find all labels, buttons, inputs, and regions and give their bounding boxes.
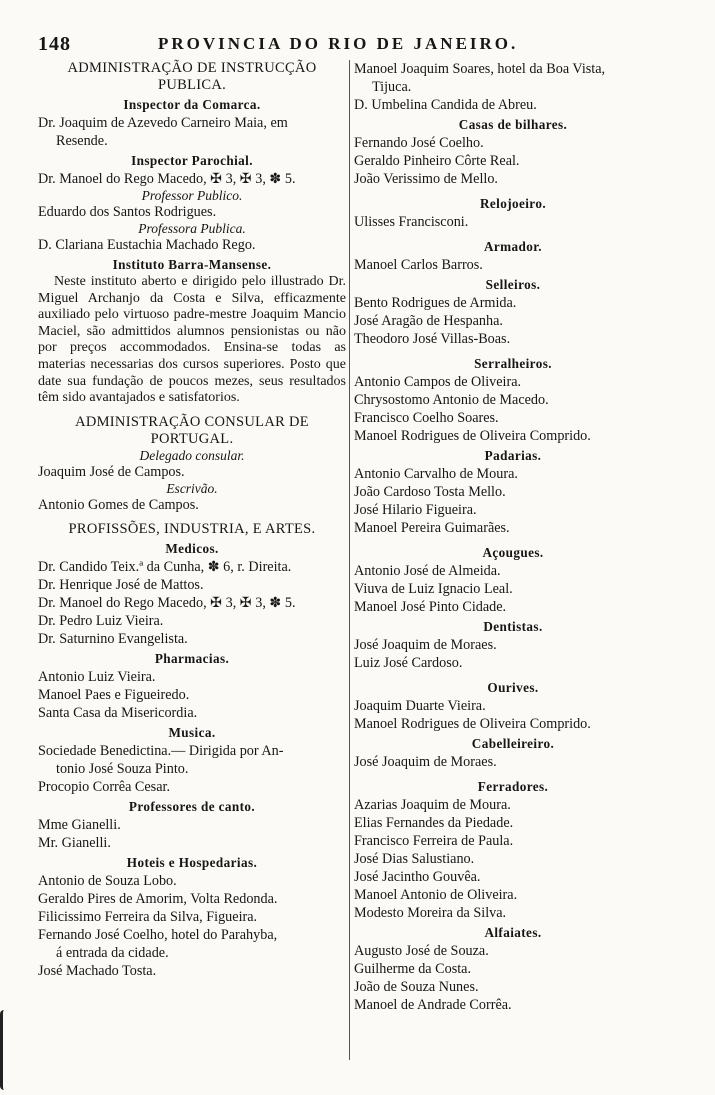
entry-line: João Cardoso Tosta Mello.: [354, 484, 506, 500]
entry-line: Viuva de Luiz Ignacio Leal.: [354, 581, 513, 597]
entry-line: José Joaquim de Moraes.: [354, 637, 497, 653]
instituto-paragraph: Neste instituto aberto e dirigido pelo illustrado Dr. Miguel Archanjo da Costa e Silva, efficazmente auxiliado pelo virtuoso padre-mestre Joaquim Mancio Maciel, são admittidos alumnos pensionistas ou não por preços accommodados. Ensina-se todas as materias necessarias dos cursos superiores. Posto que date sua fundação de poucos mezes, seus resultados têm sido avantajados e satisfatorios.: [38, 274, 346, 406]
entry-line: Modesto Moreira da Silva.: [354, 905, 507, 921]
entry-line: Joaquim Duarte Vieira.: [354, 698, 486, 714]
subsection-heading: Padarias.: [484, 448, 542, 463]
subsection-heading: Açougues.: [482, 545, 544, 560]
subsection-heading: Relojoeiro.: [479, 196, 547, 211]
entry-line: Luiz José Cardoso.: [354, 655, 463, 671]
subsection-heading: Musica.: [168, 724, 216, 740]
subsection-heading: Inspector Parochial.: [131, 153, 253, 168]
subsection-heading: Inspector da Comarca.: [123, 97, 261, 112]
entry-line: Joaquim José de Campos.: [38, 463, 185, 480]
entry-line: Ulisses Francisconi.: [354, 214, 469, 230]
right-column: [354, 60, 672, 1014]
entry-line: Dr. Pedro Luiz Vieira.: [38, 612, 164, 629]
entry-line: Manoel Rodrigues de Oliveira Comprido.: [354, 716, 591, 732]
subsection-heading: Instituto Barra-Mansense.: [112, 257, 272, 272]
entry-line: Eduardo dos Santos Rodrigues.: [38, 204, 217, 220]
subsection-heading: Professores de canto.: [128, 798, 256, 814]
entry-line: D. Clariana Eustachia Machado Rego.: [38, 237, 256, 253]
entry-line: Dr. Saturnino Evangelista.: [38, 630, 188, 647]
entry-line: Manoel Pereira Guimarães.: [354, 520, 510, 536]
subsection-heading: Serralheiros.: [474, 356, 552, 371]
entry-line: José Aragão de Hespanha.: [354, 313, 503, 329]
section-title: ADMINISTRAÇÃO CONSULAR DE: [75, 413, 309, 430]
entry-line: Chrysostomo Antonio de Macedo.: [354, 392, 549, 408]
entry-line: Antonio Luiz Vieira.: [38, 668, 156, 685]
entry-line: Dr. Candido Teix.ª da Cunha, ✽ 6, r. Direita.: [38, 558, 292, 575]
entry-line: Manoel Paes e Figueiredo.: [38, 686, 190, 703]
section-title: PROFISSÕES, INDUSTRIA, E ARTES.: [68, 520, 316, 537]
entry-line: Fernando José Coelho, hotel do Parahyba,: [38, 926, 278, 943]
entry-line: Guilherme da Costa.: [354, 961, 472, 977]
entry-line: João Verissimo de Mello.: [354, 171, 498, 187]
entry-line: Elias Fernandes da Piedade.: [354, 815, 514, 831]
entry-line: Sociedade Benedictina.— Dirigida por An-: [38, 742, 284, 759]
entry-line: José Dias Salustiano.: [354, 851, 475, 867]
section-title: PUBLICA.: [157, 77, 227, 93]
page-number: 148: [38, 33, 71, 55]
entry-line: Francisco Ferreira de Paula.: [354, 833, 514, 849]
entry-line: Filicissimo Ferreira da Silva, Figueira.: [38, 908, 258, 925]
entry-line: Mr. Gianelli.: [38, 834, 111, 851]
entry-line: Francisco Coelho Soares.: [354, 410, 499, 426]
entry-line: José Jacintho Gouvêa.: [354, 869, 481, 885]
entry-line: José Hilario Figueira.: [354, 502, 477, 518]
left-column: [38, 60, 346, 980]
role-label: Delegado consular.: [139, 447, 245, 463]
section-title: ADMINISTRAÇÃO DE INSTRUCÇÃO: [67, 60, 317, 76]
entry-line: José Machado Tosta.: [38, 962, 157, 979]
role-label: Professora Publica.: [138, 221, 246, 236]
entry-line: Manoel Carlos Barros.: [354, 257, 483, 273]
entry-line: José Joaquim de Moraes.: [354, 754, 497, 770]
entry-line: Manoel Rodrigues de Oliveira Comprido.: [354, 428, 591, 444]
entry-line: D. Umbelina Candida de Abreu.: [354, 97, 537, 113]
subsection-heading: Ferradores.: [477, 779, 549, 794]
subsection-heading: Medicos.: [165, 540, 219, 556]
role-label: Professor Publico.: [141, 188, 243, 203]
entry-line: Geraldo Pires de Amorim, Volta Redonda.: [38, 890, 278, 907]
role-label: Escrivão.: [166, 480, 218, 496]
entry-line: Antonio de Souza Lobo.: [38, 872, 177, 889]
subsection-heading: Armador.: [483, 239, 543, 254]
subsection-heading: Casas de bilhares.: [458, 117, 568, 132]
entry-line: Antonio Gomes de Campos.: [38, 496, 199, 513]
entry-line: Manoel Antonio de Oliveira.: [354, 887, 518, 903]
entry-line: João de Souza Nunes.: [354, 979, 479, 995]
subsection-heading: Pharmacias.: [154, 650, 230, 666]
entry-line: Manoel de Andrade Corrêa.: [354, 997, 512, 1013]
section-title: PORTUGAL.: [150, 430, 234, 447]
entry-line: Tijuca.: [372, 79, 412, 95]
subsection-heading: Cabelleireiro.: [471, 736, 555, 751]
entry-line: Procopio Corrêa Cesar.: [38, 778, 170, 795]
entry-line: Antonio Carvalho de Moura.: [354, 466, 518, 482]
entry-line: Dr. Joaquim de Azevedo Carneiro Maia, em: [38, 115, 288, 131]
entry-line: Dr. Henrique José de Mattos.: [38, 576, 204, 593]
page-header: [38, 33, 703, 57]
entry-line: Fernando José Coelho.: [354, 135, 484, 151]
entry-line: Manoel José Pinto Cidade.: [354, 599, 507, 615]
subsection-heading: Alfaiates.: [484, 925, 542, 940]
entry-line: Manoel Joaquim Soares, hotel da Boa Vista,: [354, 61, 606, 77]
entry-line: Antonio José de Almeida.: [354, 563, 501, 579]
entry-line: Resende.: [56, 133, 108, 149]
entry-line: Santa Casa da Misericordia.: [38, 704, 198, 721]
subsection-heading: Hoteis e Hospedarias.: [126, 854, 258, 870]
page-binding-mark: [0, 1010, 13, 1090]
entry-line: Dr. Manoel do Rego Macedo, ✠ 3, ✠ 3, ✽ 5.: [38, 594, 296, 611]
subsection-heading: Selleiros.: [485, 277, 541, 292]
entry-line: Geraldo Pinheiro Côrte Real.: [354, 153, 520, 169]
entry-line: Dr. Manoel do Rego Macedo, ✠ 3, ✠ 3, ✽ 5.: [38, 171, 296, 187]
entry-line: á entrada da cidade.: [56, 944, 169, 961]
subsection-heading: Dentistas.: [483, 619, 543, 634]
entry-line: Augusto José de Souza.: [354, 943, 489, 959]
entry-line: Bento Rodrigues de Armida.: [354, 295, 517, 311]
subsection-heading: Ourives.: [487, 680, 539, 695]
entry-line: Theodoro José Villas-Boas.: [354, 331, 511, 347]
entry-line: Azarias Joaquim de Moura.: [354, 797, 511, 813]
column-divider: [349, 60, 350, 1060]
entry-line: Mme Gianelli.: [38, 816, 121, 833]
entry-line: tonio José Souza Pinto.: [56, 760, 189, 777]
running-title: PROVINCIA DO RIO DE JANEIRO.: [158, 34, 519, 53]
entry-line: Antonio Campos de Oliveira.: [354, 374, 522, 390]
